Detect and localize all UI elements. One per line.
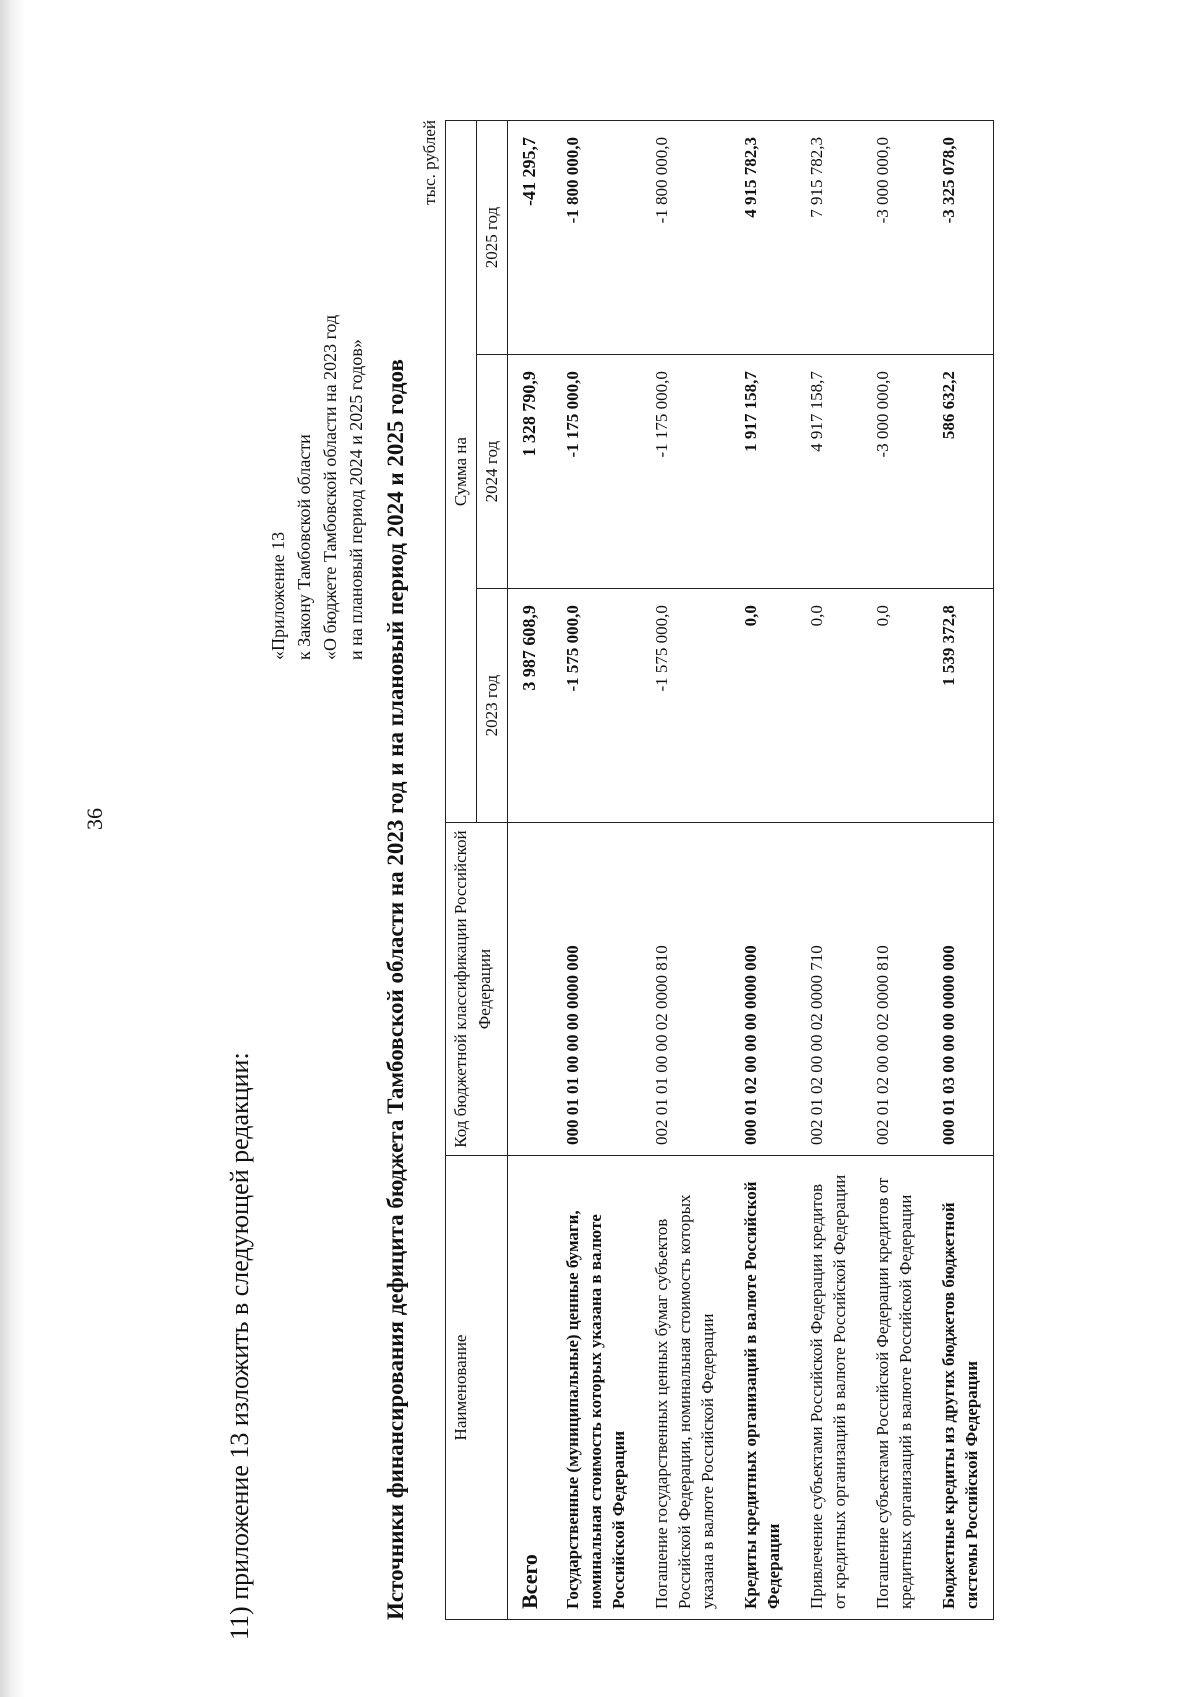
appendix-reference: [265, 315, 369, 660]
appendix-line: и на плановый период 2024 и 2025 годов»: [346, 339, 366, 660]
row-value-2024: -3 000 000,0: [861, 355, 927, 589]
units-label: тыс. рублей: [420, 120, 439, 205]
table-row: [861, 121, 927, 1620]
page-number: 36: [82, 808, 107, 830]
table-row: [729, 121, 795, 1620]
header-year-2023: 2023 год: [477, 589, 508, 823]
row-name: Привлечение субъектами Российской Федерации кредитов от кредитных организаций в валюте Российской Федерации: [795, 1155, 861, 1619]
row-value-2024: 4 917 158,7: [795, 355, 861, 589]
row-value-2025: -1 800 000,0: [551, 121, 640, 355]
table-row: [508, 121, 552, 1620]
row-value-2023: 1 539 372,8: [927, 589, 994, 823]
row-value-2023: 0,0: [861, 589, 927, 823]
row-value-2024: 586 632,2: [927, 355, 994, 589]
row-code: 000 01 01 00 00 00 0000 000: [551, 823, 640, 1156]
row-value-2023: 0,0: [729, 589, 795, 823]
table-row: [551, 121, 640, 1620]
header-year-2024: 2024 год: [477, 355, 508, 589]
table-row: [640, 121, 729, 1620]
row-code: 002 01 02 00 00 02 0000 810: [861, 823, 927, 1156]
row-name: Всего: [508, 1155, 552, 1619]
row-value-2025: -1 800 000,0: [640, 121, 729, 355]
row-name: Погашение субъектами Российской Федерации кредитов от кредитных организаций в валюте Российской Федерации: [861, 1155, 927, 1619]
row-value-2024: -1 175 000,0: [551, 355, 640, 589]
row-value-2024: -1 175 000,0: [640, 355, 729, 589]
row-code: 002 01 02 00 00 02 0000 710: [795, 823, 861, 1156]
header-code: Код бюджетной классификации Российской Федерации: [446, 823, 508, 1156]
row-value-2023: -1 575 000,0: [551, 589, 640, 823]
row-value-2025: 4 915 782,3: [729, 121, 795, 355]
row-code: 000 01 02 00 00 00 0000 000: [729, 823, 795, 1156]
financing-sources-table: [445, 120, 994, 1620]
lead-text: 11) приложение 13 изложить в следующей редакции:: [225, 1052, 254, 1640]
row-value-2025: -3 000 000,0: [861, 121, 927, 355]
row-code: [508, 823, 552, 1156]
appendix-line: к Закону Тамбовской области: [294, 434, 314, 660]
document-title: Источники финансирования дефицита бюджета Тамбовской области на 2023 год и на плановый период 2024 и 2025 годов: [383, 359, 408, 1620]
row-name: Кредиты кредитных организаций в валюте Российской Федерации: [729, 1155, 795, 1619]
rotated-sheet: [225, 120, 1125, 1640]
header-year-2025: 2025 год: [477, 121, 508, 355]
row-code: 002 01 01 00 00 02 0000 810: [640, 823, 729, 1156]
row-name: Государственные (муниципальные) ценные бумаги, номинальная стоимость которых указана в валюте Российской Федерации: [551, 1155, 640, 1619]
scan-edge: [0, 0, 26, 1697]
row-value-2023: 0,0: [795, 589, 861, 823]
row-value-2025: -41 295,7: [508, 121, 552, 355]
row-code: 000 01 03 00 00 00 0000 000: [927, 823, 994, 1156]
header-sum: Сумма на: [446, 121, 477, 823]
table-row: [927, 121, 994, 1620]
row-name: Погашение государственных ценных бумаг субъектов Российской Федерации, номинальная стоимость которых указана в валюте Российской Федерации: [640, 1155, 729, 1619]
row-value-2025: -3 325 078,0: [927, 121, 994, 355]
row-value-2024: 1 917 158,7: [729, 355, 795, 589]
row-value-2024: 1 328 790,9: [508, 355, 552, 589]
row-value-2025: 7 915 782,3: [795, 121, 861, 355]
row-value-2023: -1 575 000,0: [640, 589, 729, 823]
appendix-line: «О бюджете Тамбовской области на 2023 год: [320, 314, 340, 660]
table-row: [795, 121, 861, 1620]
row-value-2023: 3 987 608,9: [508, 589, 552, 823]
appendix-line: «Приложение 13: [268, 531, 288, 660]
row-name: Бюджетные кредиты из других бюджетов бюджетной системы Российской Федерации: [927, 1155, 994, 1619]
header-name: Наименование: [446, 1155, 508, 1619]
